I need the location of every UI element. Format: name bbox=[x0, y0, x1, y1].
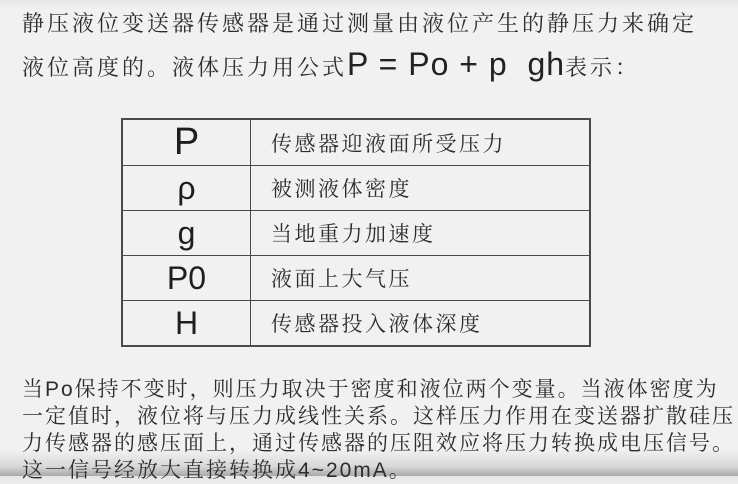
symbol-cell: P0 bbox=[122, 256, 251, 301]
symbol-table-body bbox=[122, 119, 590, 346]
explanation-line: 力传感器的感压面上，通过传感器的压阻效应将压力转换成电压信号。 bbox=[22, 432, 735, 455]
symbol-cell: P bbox=[122, 119, 251, 166]
description-cell: 液面上大气压 bbox=[251, 256, 591, 301]
description-cell: 传感器迎液面所受压力 bbox=[251, 119, 591, 166]
symbol-table bbox=[121, 118, 591, 347]
intro-line-2-suffix: 表示： bbox=[565, 55, 641, 80]
intro-line-1: 静压液位变送器传感器是通过测量由液位产生的静压力来确定 bbox=[22, 11, 698, 36]
explanation-line: 这一信号经放大直接转换成4~20mA。 bbox=[22, 459, 412, 482]
description-cell: 传感器投入液体深度 bbox=[251, 301, 591, 347]
table-row bbox=[122, 301, 590, 347]
table-row bbox=[122, 166, 590, 211]
intro-line-2-prefix: 液位高度的。液体压力用公式 bbox=[22, 55, 348, 80]
symbol-cell: g bbox=[122, 211, 251, 256]
description-cell: 被测液体密度 bbox=[251, 166, 591, 211]
table-row bbox=[122, 256, 590, 301]
symbol-cell: ρ bbox=[122, 166, 251, 211]
table-row bbox=[122, 119, 590, 166]
intro-line-2 bbox=[22, 44, 722, 84]
table-row bbox=[122, 211, 590, 256]
description-cell: 当地重力加速度 bbox=[251, 211, 591, 256]
explanation-paragraph bbox=[0, 376, 738, 484]
intro-paragraph bbox=[0, 8, 738, 84]
pressure-formula: P = Po + p gh bbox=[347, 46, 566, 82]
explanation-line: 当Po保持不变时，则压力取决于密度和液位两个变量。当液体密度为 bbox=[22, 378, 719, 401]
symbol-cell: H bbox=[122, 301, 251, 347]
explanation-line: 一定值时，液位将与压力成线性关系。这样压力作用在变送器扩散硅压 bbox=[22, 405, 735, 428]
